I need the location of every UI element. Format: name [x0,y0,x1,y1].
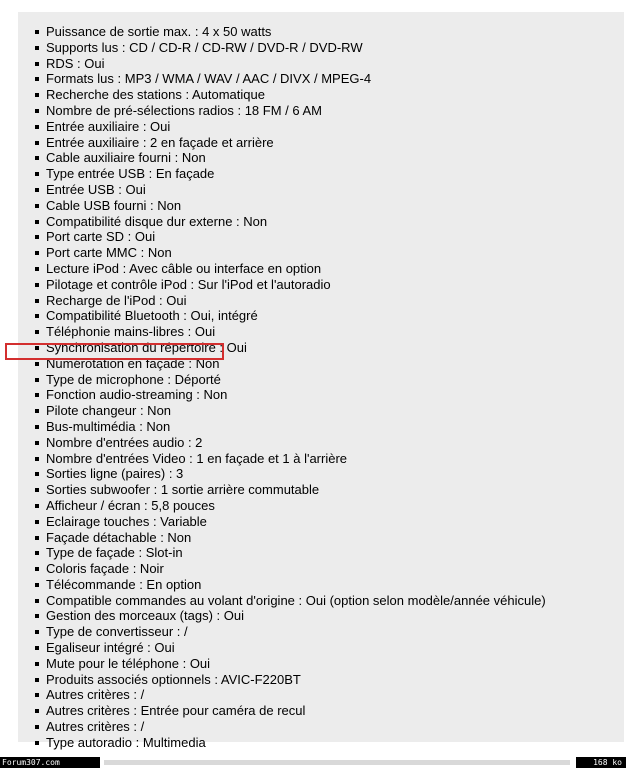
spec-text: Compatibilité Bluetooth : Oui, intégré [46,308,258,324]
spec-text: Autres critères : / [46,719,145,735]
footer-size-label: 168 ko [576,757,626,768]
bullet-icon [35,46,39,50]
spec-text: Sorties subwoofer : 1 sortie arrière commutable [46,482,320,498]
spec-item [32,198,546,214]
spec-item [32,40,546,56]
spec-text: Recharge de l'iPod : Oui [46,292,187,308]
bullet-icon [35,646,39,650]
spec-text: Nombre d'entrées Video : 1 en façade et 1 à l'arrière [46,450,348,466]
spec-text: Egaliseur intégré : Oui [46,640,175,656]
spec-item [32,530,546,546]
spec-text: Port carte MMC : Non [46,245,172,261]
spec-text: Façade détachable : Non [46,529,192,545]
spec-item [32,150,546,166]
spec-text: Coloris façade : Noir [46,561,164,577]
bullet-icon [35,393,39,397]
spec-item [32,182,546,198]
spec-text: Compatibilité disque dur externe : Non [46,213,268,229]
spec-item [32,245,546,261]
bullet-icon [35,188,39,192]
spec-item [32,277,546,293]
bullet-icon [35,204,39,208]
bullet-icon [35,141,39,145]
bullet-icon [35,693,39,697]
bullet-icon [35,488,39,492]
bullet-icon [35,30,39,34]
spec-item [32,656,546,672]
spec-item [32,56,546,72]
spec-item [32,466,546,482]
bullet-icon [35,662,39,666]
spec-item [32,293,546,309]
bullet-icon [35,472,39,476]
bullet-icon [35,599,39,603]
spec-item [32,24,546,40]
bullet-icon [35,378,39,382]
spec-text: Lecture iPod : Avec câble ou interface en option [46,260,322,276]
spec-item [32,387,546,403]
spec-text: Autres critères : / [46,687,145,703]
bullet-icon [35,725,39,729]
bullet-icon [35,630,39,634]
spec-text: Cable auxiliaire fourni : Non [46,150,206,166]
spec-item [32,435,546,451]
bullet-icon [35,235,39,239]
spec-item [32,482,546,498]
spec-text: Produits associés optionnels : AVIC-F220BT [46,671,301,687]
footer-divider [104,760,570,765]
spec-item [32,719,546,735]
bullet-icon [35,251,39,255]
bullet-icon [35,93,39,97]
bullet-icon [35,62,39,66]
spec-item [32,735,546,751]
spec-item [32,561,546,577]
bullet-icon [35,77,39,81]
bullet-icon [35,156,39,160]
spec-text: RDS : Oui [46,55,105,71]
spec-item [32,672,546,688]
footer-site-label: Forum307.com [0,757,100,768]
bullet-icon [35,567,39,571]
spec-item [32,87,546,103]
spec-text: Synchronisation du répertoire : Oui [46,339,247,355]
spec-text: Compatible commandes au volant d'origine : Oui (option selon modèle/année véhicule) [46,592,546,608]
spec-text: Type de façade : Slot-in [46,545,183,561]
bullet-icon [35,614,39,618]
spec-item [32,308,546,324]
spec-item [32,261,546,277]
spec-text: Nombre de pré-sélections radios : 18 FM / 6 AM [46,102,323,118]
spec-text: Sorties ligne (paires) : 3 [46,466,184,482]
bullet-icon [35,346,39,350]
spec-text: Entrée auxiliaire : 2 en façade et arrière [46,134,274,150]
spec-item [32,166,546,182]
spec-text: Type entrée USB : En façade [46,166,215,182]
spec-item [32,577,546,593]
spec-item [32,71,546,87]
spec-item [32,514,546,530]
spec-text: Formats lus : MP3 / WMA / WAV / AAC / DIVX / MPEG-4 [46,71,372,87]
bullet-icon [35,709,39,713]
spec-text: Afficheur / écran : 5,8 pouces [46,497,215,513]
bullet-icon [35,504,39,508]
spec-text: Fonction audio-streaming : Non [46,387,228,403]
spec-text: Numérotation en façade : Non [46,355,220,371]
spec-text: Supports lus : CD / CD-R / CD-RW / DVD-R / DVD-RW [46,39,363,55]
bullet-icon [35,125,39,129]
spec-text: Type autoradio : Multimedia [46,734,206,750]
bullet-icon [35,109,39,113]
bullet-icon [35,362,39,366]
spec-text: Mute pour le téléphone : Oui [46,655,211,671]
bullet-icon [35,220,39,224]
spec-item [32,640,546,656]
spec-item [32,687,546,703]
bullet-icon [35,583,39,587]
spec-item [32,498,546,514]
spec-text: Eclairage touches : Variable [46,513,207,529]
spec-text: Recherche des stations : Automatique [46,87,265,103]
bullet-icon [35,441,39,445]
bullet-icon [35,457,39,461]
spec-text: Pilote changeur : Non [46,403,172,419]
bullet-icon [35,267,39,271]
spec-item [32,403,546,419]
spec-text: Type de microphone : Déporté [46,371,221,387]
bullet-icon [35,299,39,303]
spec-item [32,451,546,467]
bullet-icon [35,520,39,524]
bullet-icon [35,551,39,555]
spec-text: Gestion des morceaux (tags) : Oui [46,608,244,624]
bullet-icon [35,283,39,287]
spec-item [32,324,546,340]
spec-item [32,372,546,388]
bullet-icon [35,678,39,682]
spec-text: Entrée auxiliaire : Oui [46,118,171,134]
bullet-icon [35,314,39,318]
bullet-icon [35,409,39,413]
bullet-icon [35,536,39,540]
spec-text: Puissance de sortie max. : 4 x 50 watts [46,24,272,39]
spec-item [32,356,546,372]
spec-item [32,103,546,119]
spec-text: Téléphonie mains-libres : Oui [46,324,216,340]
bullet-icon [35,741,39,745]
bullet-icon [35,172,39,176]
spec-text: Pilotage et contrôle iPod : Sur l'iPod et l'autoradio [46,276,331,292]
spec-item [32,135,546,151]
spec-item [32,119,546,135]
spec-text: Type de convertisseur : / [46,624,188,640]
spec-text: Nombre d'entrées audio : 2 [46,434,203,450]
bullet-icon [35,425,39,429]
spec-item [32,214,546,230]
spec-list [32,24,546,751]
spec-item [32,608,546,624]
spec-text: Cable USB fourni : Non [46,197,182,213]
bullet-icon [35,330,39,334]
spec-text: Télécommande : En option [46,576,202,592]
spec-text: Port carte SD : Oui [46,229,156,245]
spec-panel [18,12,624,750]
spec-text: Entrée USB : Oui [46,181,146,197]
footer-bar [0,757,626,768]
spec-item [32,624,546,640]
spec-item [32,703,546,719]
spec-item [32,419,546,435]
spec-item [32,340,546,356]
spec-item [32,229,546,245]
spec-text: Bus-multimédia : Non [46,418,171,434]
spec-text: Autres critères : Entrée pour caméra de recul [46,703,306,719]
spec-item [32,545,546,561]
spec-item [32,593,546,609]
